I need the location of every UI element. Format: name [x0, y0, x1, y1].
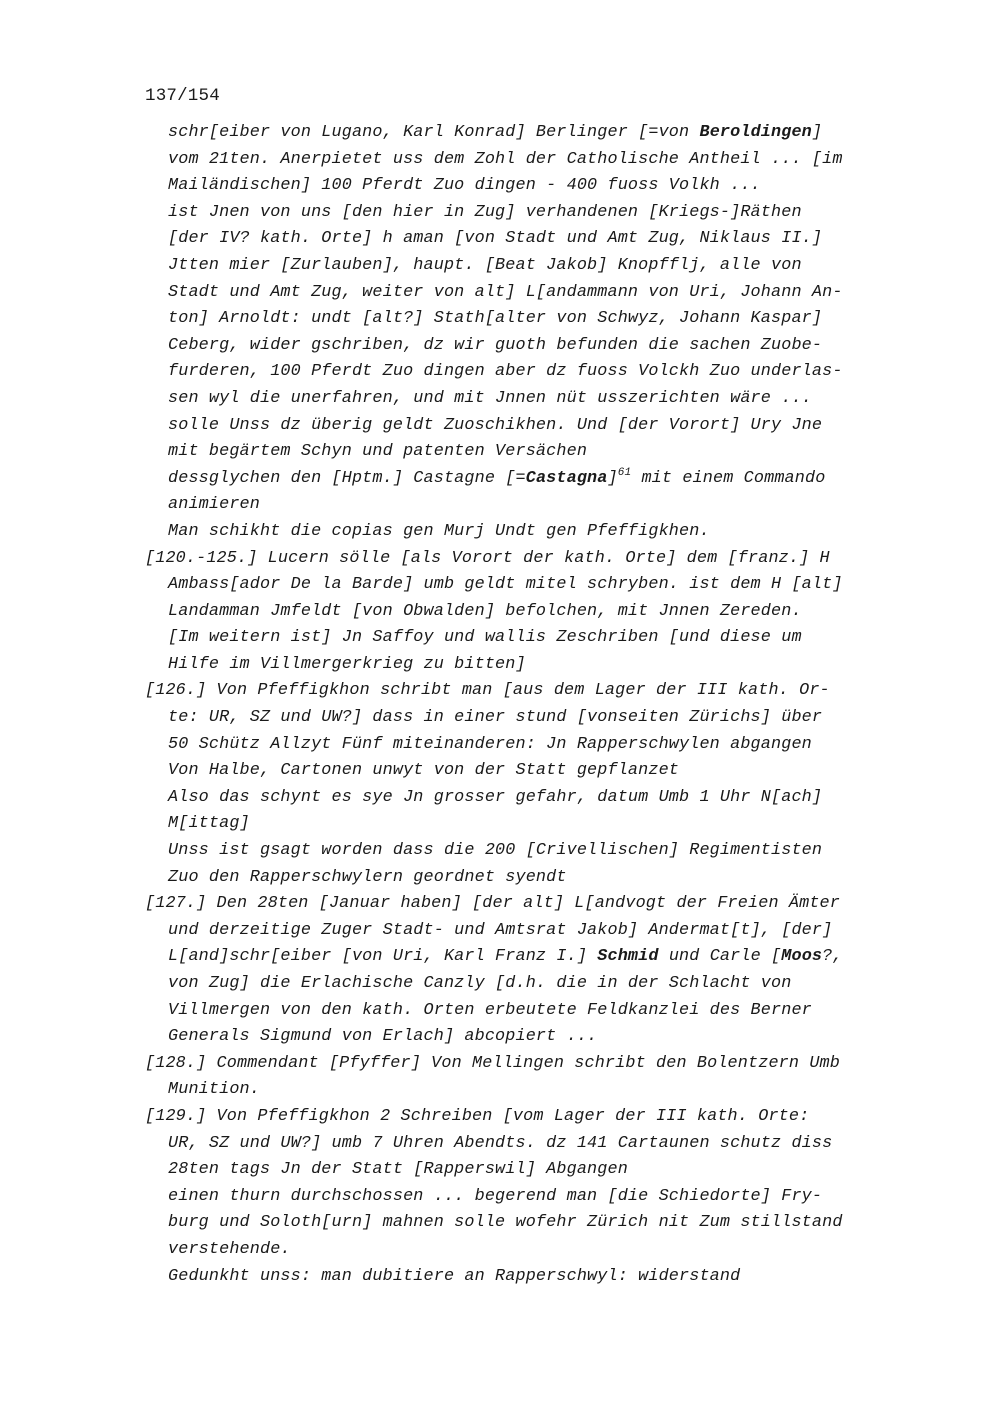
text-line: [145, 333, 925, 360]
text-line: [145, 466, 925, 493]
text-run: von Zug] die Erlachische Canzly [d.h. die in der Schlacht von: [168, 974, 792, 993]
text-line: [145, 1024, 925, 1051]
text-run: Landamman Jmfeldt [von Obwalden] befolchen, mit Jnnen Zereden.: [168, 601, 802, 621]
text-run: Munition.: [168, 1080, 260, 1100]
text-line: [145, 732, 925, 759]
text-run: dessglychen den [Hptm.] Castagne [=: [168, 468, 526, 488]
bold-name: Moos: [781, 947, 823, 967]
text-run: Also das schynt es sye Jn grosser gefahr, datum Umb 1 Uhr N[ach]: [168, 787, 823, 807]
text-line: [145, 652, 925, 679]
text-run: 50 Schütz Allzyt Fünf miteinanderen: Jn Rapperschwylen abgangen: [168, 734, 812, 754]
text-run: ]: [607, 468, 618, 488]
text-line: [145, 1077, 925, 1104]
text-run: ?,: [822, 947, 843, 967]
text-run: burg und Soloth[urn] mahnen solle wofehr Zürich nit Zum stillstand: [168, 1213, 843, 1233]
footnote-ref: 61: [617, 466, 632, 479]
text-run: Hilfe im Villmergerkrieg zu bitten]: [168, 654, 526, 674]
text-run: Villmergen von den kath. Orten erbeutete Feldkanzlei des Berner: [168, 1000, 812, 1020]
text-run: [der IV? kath. Orte] h aman [von Stadt und Amt Zug, Niklaus II.]: [168, 229, 823, 249]
text-run: Ceberg, wider gschriben, dz wir guoth befunden die sachen Zuobe-: [168, 335, 823, 355]
text-line: [145, 359, 925, 386]
text-run: Ambass[ador De la Barde] umb geldt mitel schryben. ist dem H [alt]: [168, 575, 843, 595]
text-run: und Carle [: [658, 947, 782, 967]
text-line: [145, 120, 925, 147]
text-run: [127.] Den 28ten [Januar haben] [der alt] L[andvogt der Freien Ämter: [145, 894, 840, 914]
text-run: schr[eiber von Lugano, Karl Konrad] Berlinger [=von: [168, 123, 700, 142]
text-run: solle Unss dz überig geldt Zuoschikhen. Und [der Vorort] Ury Jne: [168, 415, 823, 435]
text-line: [145, 1157, 925, 1184]
entry-first-line: [145, 678, 925, 705]
text-line: [145, 625, 925, 652]
text-run: sen wyl die unerfahren, und mit Jnnen nüt usszerichten wäre ...: [168, 388, 812, 408]
bold-name: Beroldingen: [699, 123, 812, 142]
text-run: Stadt und Amt Zug, weiter von alt] L[andammann von Uri, Johann An-: [168, 282, 843, 302]
text-run: M[ittag]: [168, 814, 250, 834]
text-run: UR, SZ und UW?] umb 7 Uhren Abendts. dz 141 Cartaunen schutz diss: [168, 1133, 833, 1153]
text-run: L[and]schr[eiber [von Uri, Karl Franz I.]: [168, 947, 598, 967]
text-line: [145, 386, 925, 413]
text-run: Generals Sigmund von Erlach] abcopiert ...: [168, 1027, 598, 1047]
text-run: Jtten mier [Zurlauben], haupt. [Beat Jakob] Knopfflj, alle von: [168, 255, 802, 275]
document-body: [145, 120, 925, 1290]
text-run: Unss ist gsagt worden dass die 200 [Crivellischen] Regimentisten: [168, 841, 823, 861]
entry-first-line: [145, 1104, 925, 1131]
text-line: [145, 971, 925, 998]
text-run: [129.] Von Pfeffigkhon 2 Schreiben [vom Lager der III kath. Orte:: [145, 1106, 810, 1126]
text-line: [145, 998, 925, 1025]
text-run: furderen, 100 Pferdt Zuo dingen aber dz fuoss Volckh Zuo underlas-: [168, 362, 843, 382]
text-run: [120.-125.] Lucern sölle [als Vorort der kath. Orte] dem [franz.] H: [145, 548, 830, 568]
text-line: [145, 280, 925, 307]
text-line: [145, 519, 925, 546]
page-number: 137/154: [145, 86, 220, 106]
text-line: [145, 599, 925, 626]
entry-first-line: [145, 1051, 925, 1078]
text-run: mit einem Commando: [631, 468, 826, 488]
text-run: und derzeitige Zuger Stadt- und Amtsrat Jakob] Andermat[t], [der]: [168, 920, 833, 940]
text-line: [145, 785, 925, 812]
text-line: [145, 572, 925, 599]
text-line: [145, 173, 925, 200]
text-line: [145, 944, 925, 971]
text-line: [145, 1131, 925, 1158]
entry-first-line: [145, 546, 925, 573]
text-run: Mailändischen] 100 Pferdt Zuo dingen - 400 fuoss Volkh ...: [168, 176, 761, 196]
text-run: ist Jnen von uns [den hier in Zug] verhandenen [Kriegs-]Räthen: [168, 202, 802, 222]
text-line: [145, 1237, 925, 1264]
text-line: [145, 253, 925, 280]
text-line: [145, 226, 925, 253]
text-line: [145, 1210, 925, 1237]
text-run: ton] Arnoldt: undt [alt?] Stath[alter von Schwyz, Johann Kaspar]: [168, 309, 823, 329]
text-run: verstehende.: [168, 1239, 291, 1259]
text-line: [145, 306, 925, 333]
text-line: [145, 758, 925, 785]
text-run: einen thurn durchschossen ... begerend man [die Schiedorte] Fry-: [168, 1186, 823, 1206]
text-line: [145, 918, 925, 945]
text-run: [Im weitern ist] Jn Saffoy und wallis Zeschriben [und diese um: [168, 628, 802, 648]
text-line: [145, 492, 925, 519]
text-line: [145, 838, 925, 865]
text-run: te: UR, SZ und UW?] dass in einer stund [vonseiten Zürichs] über: [168, 708, 823, 728]
text-run: vom 21ten. Anerpietet uss dem Zohl der Catholische Antheil ... [im: [168, 149, 843, 169]
text-run: 28ten tags Jn der Statt [Rapperswil] Abgangen: [168, 1160, 628, 1180]
bold-name: Schmid: [597, 947, 659, 967]
text-line: [145, 1184, 925, 1211]
bold-name: Castagna: [525, 468, 608, 488]
text-line: [145, 439, 925, 466]
text-run: Zuo den Rapperschwylern geordnet syendt: [168, 867, 567, 887]
text-run: ]: [811, 123, 823, 142]
text-line: [145, 1264, 925, 1291]
text-line: [145, 413, 925, 440]
entry-first-line: [145, 891, 925, 918]
text-line: [145, 865, 925, 892]
text-line: [145, 200, 925, 227]
text-run: [128.] Commendant [Pfyffer] Von Mellingen schribt den Bolentzern Umb: [145, 1053, 840, 1073]
text-run: [126.] Von Pfeffigkhon schribt man [aus dem Lager der III kath. Or-: [145, 681, 830, 701]
text-line: [145, 811, 925, 838]
text-run: Gedunkht unss: man dubitiere an Rapperschwyl: widerstand: [168, 1266, 741, 1286]
text-run: Man schikht die copias gen Murj Undt gen Pfeffigkhen.: [168, 521, 710, 541]
text-run: animieren: [168, 495, 260, 515]
text-line: [145, 147, 925, 174]
text-line: [145, 705, 925, 732]
text-run: mit begärtem Schyn und patenten Versächen: [168, 442, 588, 462]
text-run: Von Halbe, Cartonen unwyt von der Statt gepflanzet: [168, 761, 680, 781]
